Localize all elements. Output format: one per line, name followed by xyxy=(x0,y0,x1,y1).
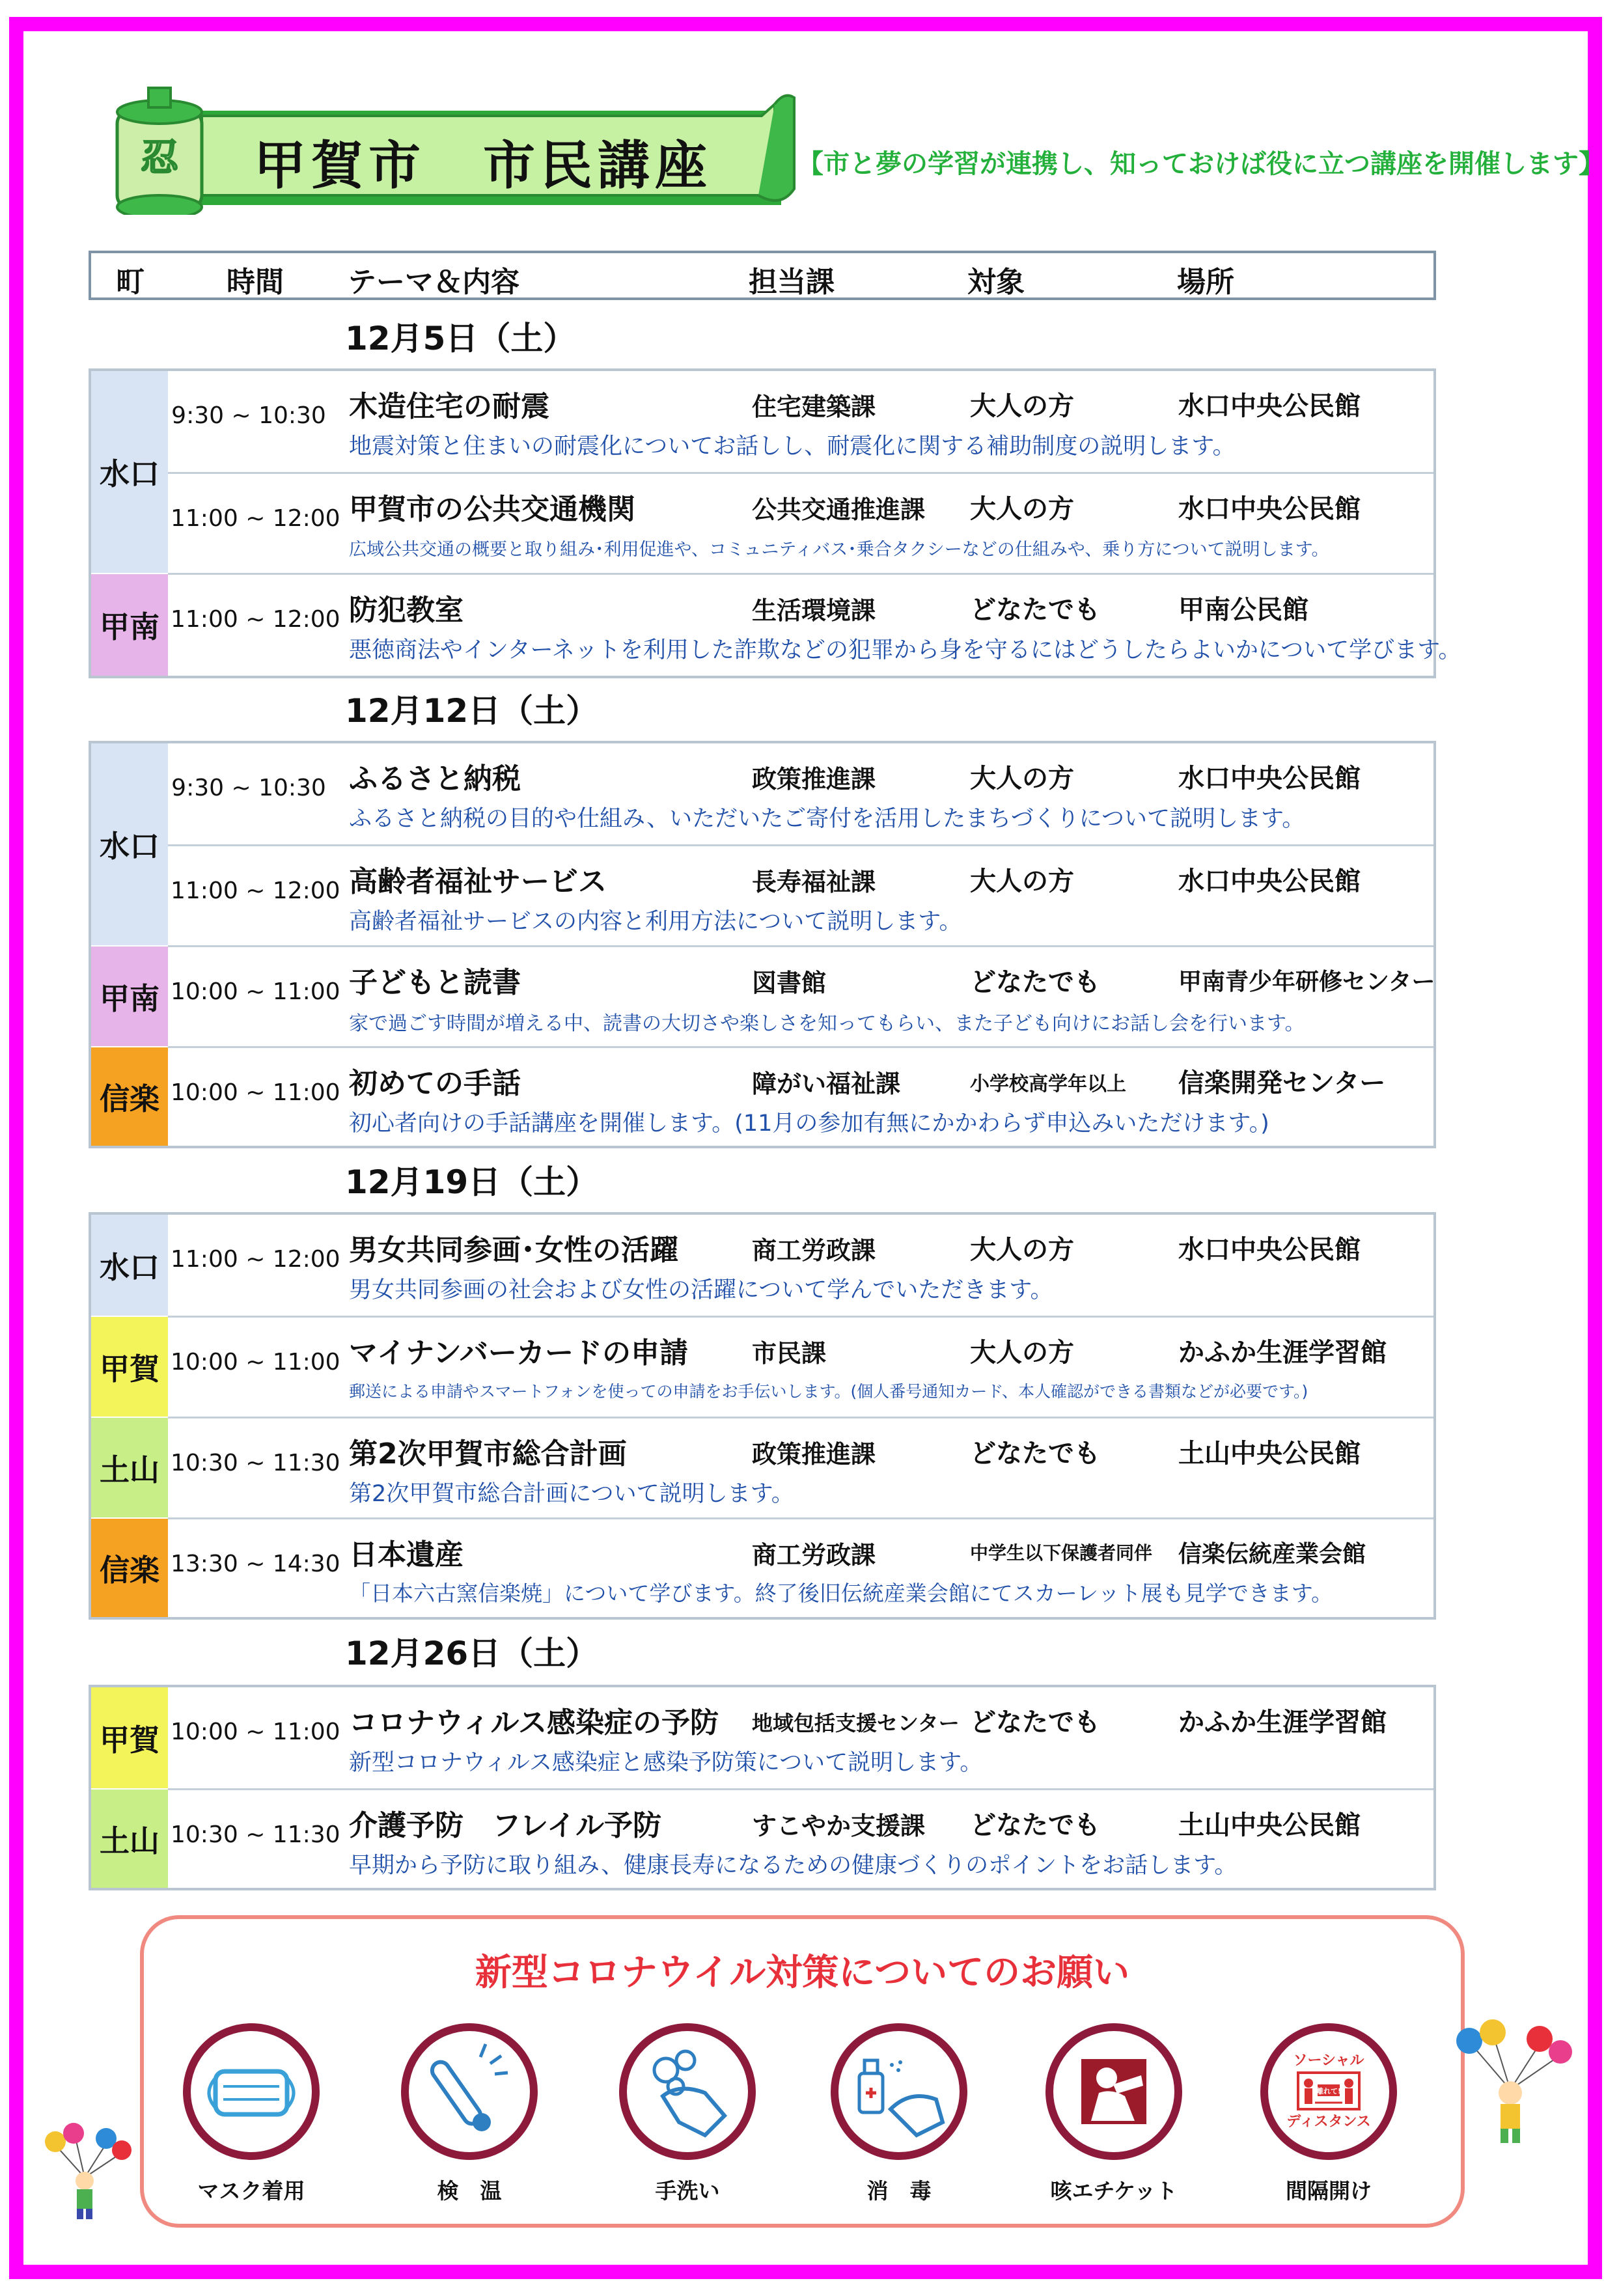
cough-etiquette-icon xyxy=(1045,2023,1182,2160)
lecture-row xyxy=(168,1687,1433,1785)
date-heading: 12月26日（土） xyxy=(345,1635,599,1672)
target: 大人の方 xyxy=(970,764,1074,794)
date-heading: 12月12日（土） xyxy=(345,692,599,730)
target: 中学生以下保護者同伴 xyxy=(970,1542,1153,1564)
time: 9:30 ~ 10:30 xyxy=(171,402,326,429)
time: 9:30 ~ 10:30 xyxy=(171,775,326,801)
mask-icon xyxy=(183,2023,320,2160)
description: 広域公共交通の概要と取り組み･利用促進や、コミュニティバス･乗合タクシーなどの仕組みや、乗り方について説明します。 xyxy=(349,540,1329,560)
theme: 日本遺産 xyxy=(349,1538,464,1571)
col-theme: テーマ＆内容 xyxy=(348,266,519,299)
place: かふか生涯学習館 xyxy=(1178,1708,1387,1737)
time: 11:00 ~ 12:00 xyxy=(171,606,340,633)
department: 障がい福祉課 xyxy=(752,1070,901,1098)
lecture-row xyxy=(168,1788,1433,1888)
lecture-row xyxy=(168,371,1433,469)
target: 大人の方 xyxy=(970,494,1074,524)
place: 甲南青少年研修センター xyxy=(1178,969,1435,995)
lecture-row xyxy=(168,945,1433,1045)
department: 商工労政課 xyxy=(752,1541,876,1570)
covid-item-label: 間隔開け xyxy=(1286,2178,1372,2204)
covid-item-label: 消 毒 xyxy=(866,2178,932,2204)
col-time: 時間 xyxy=(227,266,284,299)
department: 公共交通推進課 xyxy=(752,495,926,524)
hand-wash-icon xyxy=(619,2023,756,2160)
distance-sign-bottom: ディスタンス xyxy=(1286,2114,1371,2130)
target: 大人の方 xyxy=(970,866,1074,896)
department: 地域包括支援センター xyxy=(752,1711,960,1736)
theme: 防犯教室 xyxy=(349,594,464,627)
covid-notice-box xyxy=(140,1915,1465,2228)
town-label: 水口 xyxy=(91,1215,168,1316)
col-town: 町 xyxy=(116,266,145,299)
covid-item-label: 手洗い xyxy=(655,2178,720,2204)
department: 政策推進課 xyxy=(752,765,876,794)
column-header xyxy=(89,251,1436,300)
schedule-section xyxy=(89,1685,1436,1890)
lecture-row xyxy=(168,1417,1433,1516)
place: 水口中央公民館 xyxy=(1178,764,1361,794)
description: 家で過ごす時間が増える中、読書の大切さや楽しさを知ってもらい、また子ども向けにお話し会を行います。 xyxy=(349,1012,1305,1035)
department: 政策推進課 xyxy=(752,1440,876,1469)
covid-item xyxy=(609,2023,766,2205)
place: 水口中央公民館 xyxy=(1178,866,1361,896)
description: 郵送による申請やスマートフォンを使っての申請をお手伝いします。(個人番号通知カード、本人確認ができる書類などが必要です。) xyxy=(349,1382,1308,1401)
place: 水口中央公民館 xyxy=(1178,1235,1361,1265)
town-label: 土山 xyxy=(91,1790,168,1888)
place: 水口中央公民館 xyxy=(1178,391,1361,421)
covid-item xyxy=(1251,2023,1407,2205)
department: 市民課 xyxy=(752,1339,827,1368)
page-title: 甲賀市 市民講座 xyxy=(254,135,712,196)
theme: 木造住宅の耐震 xyxy=(349,390,549,423)
covid-item-label: 検 温 xyxy=(437,2178,502,2204)
theme: 高齢者福祉サービス xyxy=(349,865,607,898)
department: 長寿福祉課 xyxy=(752,868,876,896)
lecture-row xyxy=(168,1517,1433,1617)
lecture-row xyxy=(168,743,1433,841)
description: 新型コロナウィルス感染症と感染予防策について説明します。 xyxy=(349,1750,983,1776)
town-label: 信楽 xyxy=(91,1047,168,1146)
lecture-row xyxy=(168,1316,1433,1415)
time: 11:00 ~ 12:00 xyxy=(171,1246,340,1273)
town-label: 甲南 xyxy=(91,947,168,1046)
col-dept: 担当課 xyxy=(749,266,835,299)
time: 10:00 ~ 11:00 xyxy=(171,1719,340,1745)
time: 11:00 ~ 12:00 xyxy=(171,878,340,904)
time: 10:00 ~ 11:00 xyxy=(171,1079,340,1106)
thermometer-icon xyxy=(401,2023,538,2160)
department: 図書館 xyxy=(752,969,827,997)
tagline: 【市と夢の学習が連携し、知っておけば役に立つ講座を開催します】 xyxy=(797,149,1605,179)
col-target: 対象 xyxy=(967,266,1025,299)
theme: 初めての手話 xyxy=(349,1067,521,1100)
lecture-row xyxy=(168,573,1461,672)
department: 住宅建築課 xyxy=(752,393,876,421)
description: 初心者向けの手話講座を開催します。(11月の参加有無にかかわらず申込みいただけます。) xyxy=(349,1111,1269,1137)
schedule-section xyxy=(89,741,1436,1148)
schedule-section xyxy=(89,1212,1436,1620)
department: 生活環境課 xyxy=(752,596,876,625)
time: 13:30 ~ 14:30 xyxy=(171,1551,340,1577)
balloon-character-icon xyxy=(1448,2018,1579,2151)
distance-sign-middle: 離れて! xyxy=(1316,2087,1342,2095)
theme: 男女共同参画･女性の活躍 xyxy=(349,1234,678,1267)
covid-title: 新型コロナウイル対策についてのお願い xyxy=(475,1952,1130,1994)
date-heading: 12月5日（土） xyxy=(345,320,576,357)
balloon-character-icon xyxy=(36,2119,133,2226)
place: 甲南公民館 xyxy=(1178,595,1308,625)
place: 土山中央公民館 xyxy=(1178,1810,1361,1840)
target: 大人の方 xyxy=(970,1338,1074,1368)
theme: 介護予防 フレイル予防 xyxy=(349,1809,662,1842)
theme: コロナウィルス感染症の予防 xyxy=(349,1706,719,1739)
description: 悪徳商法やインターネットを利用した詐欺などの犯罪から身を守るにはどうしたらよいかについて学びます。 xyxy=(349,637,1461,663)
target: どなたでも xyxy=(970,595,1100,625)
place: 土山中央公民館 xyxy=(1178,1439,1361,1469)
theme: ふるさと納税 xyxy=(349,762,521,795)
target: どなたでも xyxy=(970,967,1100,997)
town-label: 甲賀 xyxy=(91,1317,168,1417)
department: 商工労政課 xyxy=(752,1236,876,1265)
covid-item xyxy=(821,2023,977,2205)
lecture-row xyxy=(168,1215,1433,1312)
description: 男女共同参画の社会および女性の活躍について学んでいただきます。 xyxy=(349,1277,1053,1303)
place: 水口中央公民館 xyxy=(1178,494,1361,524)
col-place: 場所 xyxy=(1177,266,1234,299)
time: 10:00 ~ 11:00 xyxy=(171,978,340,1005)
sanitizer-icon xyxy=(831,2023,967,2160)
title-banner xyxy=(104,85,797,215)
lecture-row xyxy=(168,472,1433,572)
town-label: 信楽 xyxy=(91,1519,168,1617)
time: 10:00 ~ 11:00 xyxy=(171,1349,340,1376)
target: どなたでも xyxy=(970,1708,1100,1737)
theme: 子どもと読書 xyxy=(349,966,521,999)
town-label: 甲賀 xyxy=(91,1687,168,1788)
schedule-section xyxy=(89,368,1461,678)
description: 地震対策と住まいの耐震化についてお話しし、耐震化に関する補助制度の説明します。 xyxy=(349,434,1236,460)
lecture-row xyxy=(168,1046,1433,1146)
covid-item xyxy=(391,2023,547,2205)
target: 大人の方 xyxy=(970,391,1074,421)
place: 信楽伝統産業会館 xyxy=(1178,1541,1366,1568)
description: 「日本六古窯信楽焼」について学びます。終了後旧伝統産業会館にてスカーレット展も見学できます。 xyxy=(349,1581,1333,1606)
description: ふるさと納税の目的や仕組み、いただいたご寄付を活用したまちづくりについて説明します。 xyxy=(349,806,1305,832)
covid-item-label: マスク着用 xyxy=(197,2178,305,2204)
description: 高齢者福祉サービスの内容と利用方法について説明します。 xyxy=(349,909,962,935)
lecture-row xyxy=(168,844,1433,944)
date-heading: 12月19日（土） xyxy=(345,1163,599,1201)
theme: 第2次甲賀市総合計画 xyxy=(349,1437,627,1471)
place: かふか生涯学習館 xyxy=(1178,1338,1387,1368)
time: 10:30 ~ 11:30 xyxy=(171,1450,340,1476)
town-label: 甲南 xyxy=(91,574,168,676)
theme: マイナンバーカードの申請 xyxy=(349,1336,688,1370)
covid-item xyxy=(1036,2023,1192,2205)
description: 早期から予防に取り組み、健康長寿になるための健康づくりのポイントをお話します。 xyxy=(349,1853,1238,1879)
social-distance-icon xyxy=(1260,2023,1397,2160)
description: 第2次甲賀市総合計画について説明します。 xyxy=(349,1481,794,1507)
town-label: 水口 xyxy=(91,371,168,573)
theme: 甲賀市の公共交通機関 xyxy=(349,493,635,526)
target: 小学校高学年以上 xyxy=(970,1073,1126,1096)
town-label: 水口 xyxy=(91,743,168,945)
time: 10:30 ~ 11:30 xyxy=(171,1821,340,1848)
target: 大人の方 xyxy=(970,1235,1074,1265)
town-label: 土山 xyxy=(91,1418,168,1517)
covid-item xyxy=(173,2023,329,2205)
covid-item-label: 咳エチケット xyxy=(1050,2178,1178,2204)
target: どなたでも xyxy=(970,1439,1100,1469)
distance-sign-top: ソーシャル xyxy=(1293,2053,1364,2069)
time: 11:00 ~ 12:00 xyxy=(171,505,340,532)
target: どなたでも xyxy=(970,1810,1100,1840)
emblem-shinobi: 忍 xyxy=(140,135,179,180)
place: 信楽開発センター xyxy=(1178,1068,1386,1098)
department: すこやか支援課 xyxy=(752,1812,926,1840)
